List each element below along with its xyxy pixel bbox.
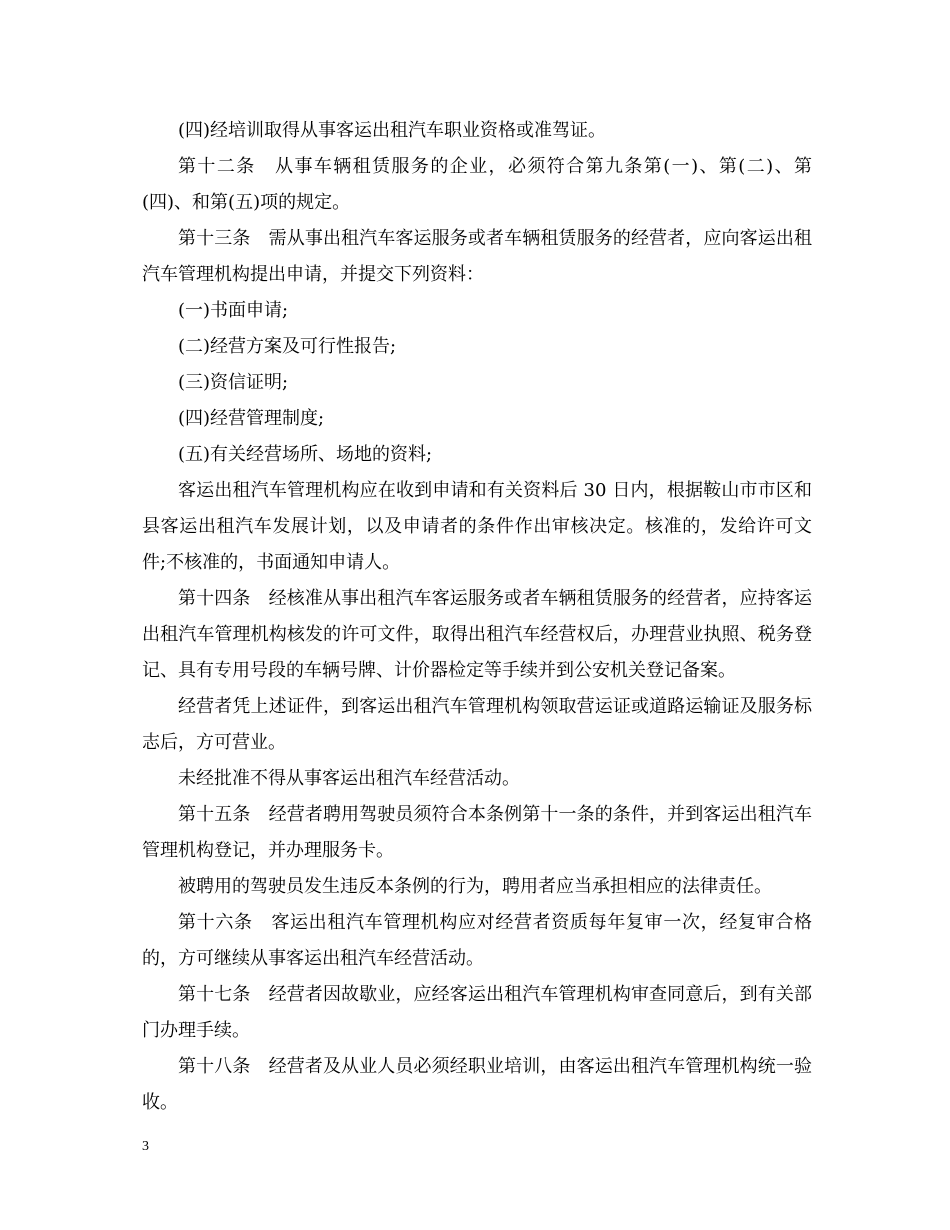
paragraph: (四)经营管理制度; [178, 408, 325, 429]
paragraph: (四)经培训取得从事客运出租汽车职业资格或准驾证。 [178, 120, 607, 141]
paragraph: 第十七条 经营者因故歇业，应经客运出租汽车管理机构审查同意后，到有关部门办理手续。 [142, 984, 812, 1041]
paragraph: 客运出租汽车管理机构应在收到申请和有关资料后 30 日内，根据鞍山市市区和县客运出租汽车发展计划，以及申请者的条件作出审核决定。核准的，发给许可文件;不核准的，书面通知申请人。 [142, 480, 812, 573]
paragraph: (一)书面申请; [178, 300, 289, 321]
paragraph: 第十五条 经营者聘用驾驶员须符合本条例第十一条的条件，并到客运出租汽车管理机构登记，并办理服务卡。 [142, 804, 812, 861]
paragraph: 第十二条 从事车辆租赁服务的企业，必须符合第九条第(一)、第(二)、第(四)、和第(五)项的规定。 [142, 156, 812, 213]
paragraph: (二)经营方案及可行性报告; [178, 336, 397, 357]
paragraph: (三)资信证明; [178, 372, 289, 393]
paragraph: 第十三条 需从事出租汽车客运服务或者车辆租赁服务的经营者，应向客运出租汽车管理机构提出申请，并提交下列资料： [142, 228, 812, 285]
page-number: 3 [142, 1139, 149, 1154]
paragraph: 第十八条 经营者及从业人员必须经职业培训，由客运出租汽车管理机构统一验收。 [142, 1056, 812, 1113]
paragraph: (五)有关经营场所、场地的资料; [178, 444, 433, 465]
document-body [142, 113, 812, 1121]
paragraph: 第十六条 客运出租汽车管理机构应对经营者资质每年复审一次，经复审合格的，方可继续从事客运出租汽车经营活动。 [142, 912, 812, 969]
paragraph: 未经批准不得从事客运出租汽车经营活动。 [178, 768, 520, 789]
paragraph: 第十四条 经核准从事出租汽车客运服务或者车辆租赁服务的经营者，应持客运出租汽车管理机构核发的许可文件，取得出租汽车经营权后，办理营业执照、税务登记、具有专用号段的车辆号牌、计价器检定等手续并到公安机关登记备案。 [142, 588, 812, 681]
paragraph: 经营者凭上述证件，到客运出租汽车管理机构领取营运证或道路运输证及服务标志后，方可营业。 [142, 696, 812, 753]
paragraph: 被聘用的驾驶员发生违反本条例的行为，聘用者应当承担相应的法律责任。 [178, 876, 772, 897]
